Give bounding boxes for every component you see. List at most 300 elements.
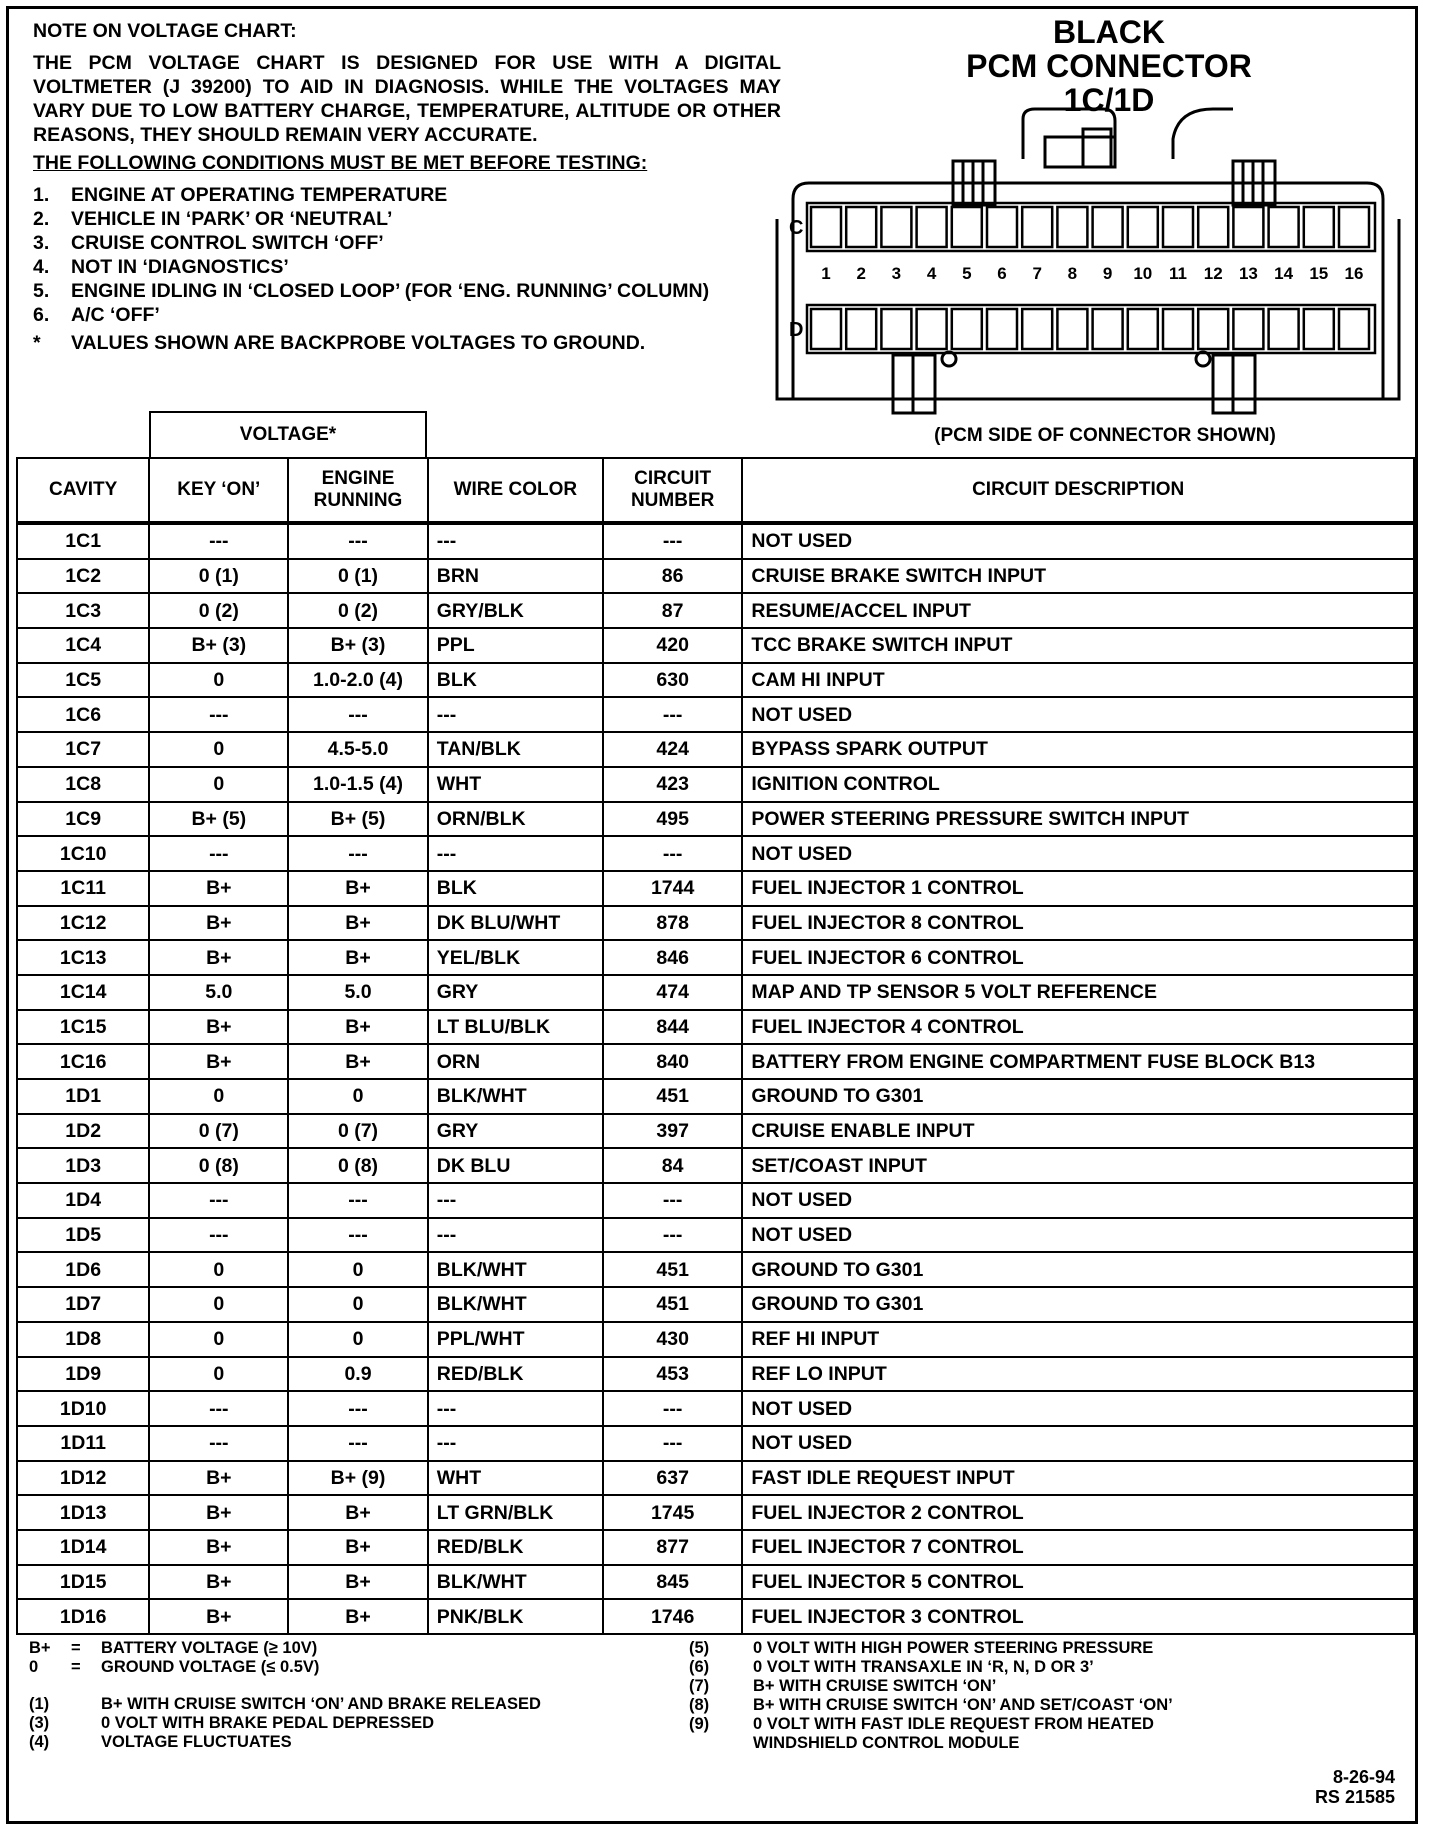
engine-running-cell: 4.5-5.0 [288,732,427,767]
key-on-cell: B+ [149,1565,288,1600]
cavity-cell: 1D4 [17,1183,149,1218]
legend-left-notes [29,1695,669,1752]
conditions-heading: THE FOLLOWING CONDITIONS MUST BE MET BEFORE TESTING: [33,152,648,174]
header-circuit-description: CIRCUIT DESCRIPTION [742,458,1414,523]
footnote [29,1733,669,1752]
cavity-cell: 1C16 [17,1044,149,1079]
legend-meaning: GROUND VOLTAGE (≤ 0.5V) [101,1658,320,1676]
pin-number-label: 14 [1274,264,1294,283]
wire-color-cell: GRY/BLK [428,593,603,628]
wire-color-cell: BLK [428,663,603,698]
circuit-description-cell: REF LO INPUT [742,1357,1414,1392]
circuit-description-cell: SET/COAST INPUT [742,1148,1414,1183]
engine-running-cell: 0 (7) [288,1114,427,1149]
backprobe-note [33,331,781,355]
header-engine-running-line2: RUNNING [313,490,403,511]
engine-running-cell: B+ [288,1495,427,1530]
pin-number-label: 3 [891,264,902,283]
condition-text: ENGINE IDLING IN ‘CLOSED LOOP’ (FOR ‘ENG. RUNNING’ COLUMN) [71,280,710,302]
pin-c13 [1233,207,1263,247]
wire-color-cell: BLK [428,871,603,906]
pin-c12 [1198,207,1228,247]
circuit-number-cell: 630 [603,663,742,698]
circuit-description-cell: NOT USED [742,1183,1414,1218]
legend-equals: = [71,1639,81,1657]
row-d-label: D [789,319,804,341]
circuit-description-cell: NOT USED [742,1426,1414,1461]
engine-running-cell: B+ (3) [288,628,427,663]
circuit-description-cell: GROUND TO G301 [742,1079,1414,1114]
key-on-cell: B+ [149,1599,288,1634]
condition-item [33,303,781,327]
table-row [17,1461,1414,1496]
circuit-number-cell: --- [603,1183,742,1218]
table-row [17,802,1414,837]
pin-d1 [811,309,841,349]
key-on-cell: B+ (5) [149,802,288,837]
header-cavity: CAVITY [17,458,149,523]
engine-running-cell: --- [288,1183,427,1218]
table-row [17,1426,1414,1461]
key-on-cell: 0 [149,1357,288,1392]
connector-title-line1: BLACK [1053,14,1165,50]
pin-number-label: 16 [1344,264,1364,283]
circuit-description-cell: IGNITION CONTROL [742,767,1414,802]
pin-number-label: 13 [1238,264,1258,283]
wire-color-cell: BLK/WHT [428,1252,603,1287]
pin-number-label: 4 [926,264,937,283]
engine-running-cell: 0 [288,1079,427,1114]
key-on-cell: --- [149,1183,288,1218]
cavity-cell: 1C1 [17,523,149,559]
table-row [17,593,1414,628]
cavity-cell: 1D10 [17,1391,149,1426]
document-sheet [6,6,1418,1824]
cavity-cell: 1C12 [17,906,149,941]
cavity-cell: 1D14 [17,1530,149,1565]
circuit-description-cell: CRUISE ENABLE INPUT [742,1114,1414,1149]
pin-number-label: 10 [1133,264,1153,283]
wire-color-cell: GRY [428,975,603,1010]
table-row [17,1183,1414,1218]
cavity-cell: 1C5 [17,663,149,698]
footnote [29,1695,669,1714]
key-on-cell: B+ [149,1495,288,1530]
footnote-key: (1) [29,1695,50,1713]
table-row [17,1079,1414,1114]
cavity-cell: 1D8 [17,1322,149,1357]
condition-text: VEHICLE IN ‘PARK’ OR ‘NEUTRAL’ [71,208,393,230]
header-key-on: KEY ‘ON’ [149,458,288,523]
pin-number-label: 1 [821,264,831,283]
circuit-description-cell: GROUND TO G301 [742,1287,1414,1322]
engine-running-cell: B+ [288,1599,427,1634]
cavity-cell: 1C6 [17,697,149,732]
wire-color-cell: --- [428,1183,603,1218]
circuit-description-cell: FUEL INJECTOR 3 CONTROL [742,1599,1414,1634]
engine-running-cell: --- [288,836,427,871]
footnote [29,1714,669,1733]
engine-running-cell: B+ [288,1044,427,1079]
circuit-number-cell: 846 [603,940,742,975]
footnote [689,1715,1249,1753]
table-row [17,1010,1414,1045]
wire-color-cell: BLK/WHT [428,1565,603,1600]
circuit-number-cell: 424 [603,732,742,767]
footnote-text: 0 VOLT WITH BRAKE PEDAL DEPRESSED [101,1714,435,1732]
wire-color-cell: BRN [428,559,603,594]
table-row [17,1565,1414,1600]
engine-running-cell: --- [288,523,427,559]
circuit-number-cell: --- [603,697,742,732]
table-row [17,628,1414,663]
legend-meaning: BATTERY VOLTAGE (≥ 10V) [101,1639,318,1657]
key-on-cell: --- [149,1391,288,1426]
key-on-cell: 0 [149,1287,288,1322]
pin-d9 [1093,309,1123,349]
engine-running-cell: 0.9 [288,1357,427,1392]
footnote-key: (7) [689,1677,710,1695]
footnote-text: 0 VOLT WITH FAST IDLE REQUEST FROM HEATED WINDSHIELD CONTROL MODULE [753,1715,1154,1752]
condition-text: CRUISE CONTROL SWITCH ‘OFF’ [71,232,384,254]
circuit-number-cell: 420 [603,628,742,663]
circuit-number-cell: 637 [603,1461,742,1496]
engine-running-cell: 1.0-2.0 (4) [288,663,427,698]
key-on-cell: 0 [149,1252,288,1287]
circuit-description-cell: BYPASS SPARK OUTPUT [742,732,1414,767]
key-on-cell: B+ [149,906,288,941]
table-row [17,871,1414,906]
pin-number-label: 6 [997,264,1007,283]
circuit-description-cell: NOT USED [742,1218,1414,1253]
circuit-description-cell: CAM HI INPUT [742,663,1414,698]
key-on-cell: 0 [149,732,288,767]
cavity-cell: 1C4 [17,628,149,663]
backprobe-note-text: VALUES SHOWN ARE BACKPROBE VOLTAGES TO GROUND. [71,332,646,354]
connector-diagram [773,99,1403,419]
pin-d12 [1198,309,1228,349]
circuit-description-cell: GROUND TO G301 [742,1252,1414,1287]
pin-d13 [1233,309,1263,349]
engine-running-cell: 1.0-1.5 (4) [288,767,427,802]
cavity-cell: 1C2 [17,559,149,594]
condition-item [33,231,781,255]
condition-number: 6. [33,304,50,326]
footnote-key: (8) [689,1696,710,1714]
note-title: NOTE ON VOLTAGE CHART: [33,20,297,42]
cavity-cell: 1D13 [17,1495,149,1530]
wire-color-cell: GRY [428,1114,603,1149]
footnote [689,1677,1249,1696]
pin-d6 [987,309,1017,349]
table-row [17,1252,1414,1287]
circuit-description-cell: FUEL INJECTOR 5 CONTROL [742,1565,1414,1600]
footnote-text: B+ WITH CRUISE SWITCH ‘ON’ AND BRAKE RELEASED [101,1695,541,1713]
pin-c16 [1339,207,1369,247]
key-on-cell: B+ [149,1530,288,1565]
wire-color-cell: --- [428,523,603,559]
cavity-cell: 1D6 [17,1252,149,1287]
table-row [17,1322,1414,1357]
table-row [17,663,1414,698]
cavity-cell: 1D15 [17,1565,149,1600]
circuit-description-cell: RESUME/ACCEL INPUT [742,593,1414,628]
key-on-cell: --- [149,1426,288,1461]
footnote-key: (3) [29,1714,50,1732]
pin-d15 [1304,309,1334,349]
key-on-cell: B+ [149,1461,288,1496]
cavity-cell: 1C3 [17,593,149,628]
cavity-cell: 1D16 [17,1599,149,1634]
cavity-cell: 1D1 [17,1079,149,1114]
pin-number-label: 15 [1309,264,1329,283]
wire-color-cell: ORN/BLK [428,802,603,837]
pcm-side-label: (PCM SIDE OF CONNECTOR SHOWN) [934,425,1276,446]
footnote-key: (9) [689,1715,710,1733]
table-row [17,1391,1414,1426]
wire-color-cell: YEL/BLK [428,940,603,975]
key-on-cell: --- [149,523,288,559]
circuit-number-cell: 844 [603,1010,742,1045]
circuit-description-cell: MAP AND TP SENSOR 5 VOLT REFERENCE [742,975,1414,1010]
circuit-description-cell: REF HI INPUT [742,1322,1414,1357]
condition-item [33,183,781,207]
pin-d10 [1128,309,1158,349]
condition-number: 1. [33,184,50,206]
footnote [689,1696,1249,1715]
engine-running-cell: 0 (1) [288,559,427,594]
wire-color-cell: RED/BLK [428,1357,603,1392]
wire-color-cell: BLK/WHT [428,1079,603,1114]
conditions-list [33,183,781,327]
wire-color-cell: PNK/BLK [428,1599,603,1634]
connector-title-line2: PCM CONNECTOR [966,48,1252,84]
pin-d4 [917,309,947,349]
engine-running-cell: B+ [288,1565,427,1600]
cavity-cell: 1C14 [17,975,149,1010]
cavity-cell: 1D9 [17,1357,149,1392]
table-row [17,1495,1414,1530]
circuit-description-cell: NOT USED [742,836,1414,871]
circuit-number-cell: 451 [603,1079,742,1114]
key-on-cell: 0 [149,1079,288,1114]
engine-running-cell: B+ (5) [288,802,427,837]
footnote-text: B+ WITH CRUISE SWITCH ‘ON’ [753,1677,997,1695]
legend-symbol: B+ [29,1639,51,1657]
circuit-description-cell: NOT USED [742,523,1414,559]
wire-color-cell: LT BLU/BLK [428,1010,603,1045]
key-on-cell: 0 (1) [149,559,288,594]
circuit-description-cell: FUEL INJECTOR 7 CONTROL [742,1530,1414,1565]
wire-color-cell: TAN/BLK [428,732,603,767]
voltage-group-header: VOLTAGE* [149,411,427,457]
cavity-cell: 1D11 [17,1426,149,1461]
pin-d2 [846,309,876,349]
circuit-number-cell: 845 [603,1565,742,1600]
pin-number-label: 5 [962,264,972,283]
engine-running-cell: --- [288,1218,427,1253]
circuit-number-cell: 495 [603,802,742,837]
engine-running-cell: B+ [288,1530,427,1565]
circuit-description-cell: FUEL INJECTOR 2 CONTROL [742,1495,1414,1530]
condition-text: NOT IN ‘DIAGNOSTICS’ [71,256,289,278]
table-row [17,1114,1414,1149]
table-row [17,697,1414,732]
pcm-voltage-table [16,457,1415,1635]
table-row [17,559,1414,594]
engine-running-cell: 0 [288,1252,427,1287]
header-engine-running [288,458,427,523]
circuit-description-cell: NOT USED [742,697,1414,732]
engine-running-cell: 0 (2) [288,593,427,628]
wire-color-cell: PPL/WHT [428,1322,603,1357]
note-paragraph: THE PCM VOLTAGE CHART IS DESIGNED FOR USE WITH A DIGITAL VOLTMETER (J 39200) TO AID IN DIAGNOSIS. WHILE THE VOLTAGES MAY VARY DUE TO LOW BATTERY CHARGE, TEMPERATURE, ALTITUDE OR OTHER REASONS, THEY SHOULD REMAIN VERY ACCURATE. [33,52,781,146]
pin-c2 [846,207,876,247]
circuit-number-cell: 877 [603,1530,742,1565]
key-on-cell: 0 [149,767,288,802]
engine-running-cell: --- [288,697,427,732]
table-row [17,1530,1414,1565]
circuit-number-cell: 87 [603,593,742,628]
table-row [17,1599,1414,1634]
header-circuit-number-line2: NUMBER [630,490,715,511]
circuit-number-cell: 1744 [603,871,742,906]
circuit-number-cell: 453 [603,1357,742,1392]
pin-c14 [1269,207,1299,247]
pin-number-label: 2 [856,264,866,283]
circuit-description-cell: NOT USED [742,1391,1414,1426]
pin-number-label: 7 [1032,264,1042,283]
condition-number: 4. [33,256,50,278]
voltage-chart-note [33,19,781,355]
pin-c3 [881,207,911,247]
condition-item [33,279,781,303]
footnote-text: 0 VOLT WITH HIGH POWER STEERING PRESSURE [753,1639,1154,1657]
circuit-number-cell: 840 [603,1044,742,1079]
table-row [17,940,1414,975]
condition-number: 5. [33,280,50,302]
engine-running-cell: B+ [288,1010,427,1045]
legend-equals: = [71,1658,81,1676]
header-engine-running-line1: ENGINE [321,468,395,489]
footnote [689,1639,1249,1658]
key-on-cell: B+ [149,1010,288,1045]
pin-c15 [1304,207,1334,247]
wire-color-cell: WHT [428,767,603,802]
key-on-cell: B+ [149,871,288,906]
engine-running-cell: --- [288,1391,427,1426]
row-c-label: C [789,217,804,239]
wire-color-cell: --- [428,1218,603,1253]
pin-d8 [1057,309,1087,349]
wire-color-cell: WHT [428,1461,603,1496]
table-row [17,1287,1414,1322]
key-on-cell: B+ (3) [149,628,288,663]
connector-title-line3: 1C/1D [1063,82,1155,118]
cavity-cell: 1D12 [17,1461,149,1496]
key-on-cell: 0 (8) [149,1148,288,1183]
legend-right [689,1639,1249,1753]
circuit-description-cell: FUEL INJECTOR 6 CONTROL [742,940,1414,975]
pin-c6 [987,207,1017,247]
asterisk-mark: * [33,332,41,354]
circuit-number-cell: 451 [603,1252,742,1287]
pin-d14 [1269,309,1299,349]
circuit-number-cell: 84 [603,1148,742,1183]
table-row [17,975,1414,1010]
cavity-cell: 1D7 [17,1287,149,1322]
table-row [17,1044,1414,1079]
circuit-number-cell: 397 [603,1114,742,1149]
pin-d16 [1339,309,1369,349]
table-row [17,523,1414,559]
pin-d11 [1163,309,1193,349]
key-on-cell: 5.0 [149,975,288,1010]
legend-definitions [29,1639,669,1677]
circuit-description-cell: BATTERY FROM ENGINE COMPARTMENT FUSE BLOCK B13 [742,1044,1414,1079]
pin-c1 [811,207,841,247]
circuit-number-cell: --- [603,1391,742,1426]
engine-running-cell: B+ [288,871,427,906]
footnote [689,1658,1249,1677]
cavity-cell: 1D5 [17,1218,149,1253]
condition-number: 3. [33,232,50,254]
circuit-description-cell: TCC BRAKE SWITCH INPUT [742,628,1414,663]
circuit-description-cell: FUEL INJECTOR 4 CONTROL [742,1010,1414,1045]
pin-c7 [1022,207,1052,247]
table-row [17,906,1414,941]
legend-definition [29,1658,669,1677]
pin-c8 [1057,207,1087,247]
cavity-cell: 1C9 [17,802,149,837]
pin-d5 [952,309,982,349]
document-reference [1315,1767,1395,1807]
key-on-cell: --- [149,697,288,732]
table-row [17,732,1414,767]
condition-text: A/C ‘OFF’ [71,304,160,326]
pin-number-label: 11 [1169,264,1187,283]
circuit-description-cell: FUEL INJECTOR 1 CONTROL [742,871,1414,906]
condition-number: 2. [33,208,50,230]
circuit-number-cell: 878 [603,906,742,941]
key-on-cell: 0 (2) [149,593,288,628]
circuit-number-cell: --- [603,836,742,871]
pin-number-row [821,264,1363,283]
header-circuit-number [603,458,742,523]
circuit-number-cell: 451 [603,1287,742,1322]
key-on-cell: 0 (7) [149,1114,288,1149]
circuit-number-cell: 430 [603,1322,742,1357]
wire-color-cell: RED/BLK [428,1530,603,1565]
legend-symbol: 0 [29,1658,39,1676]
key-on-cell: B+ [149,940,288,975]
wire-color-cell: PPL [428,628,603,663]
key-on-cell: --- [149,836,288,871]
cavity-cell: 1C10 [17,836,149,871]
pin-number-label: 8 [1067,264,1078,283]
engine-running-cell: B+ [288,906,427,941]
wire-color-cell: LT GRN/BLK [428,1495,603,1530]
key-on-cell: 0 [149,1322,288,1357]
engine-running-cell: B+ [288,940,427,975]
table-row [17,1218,1414,1253]
document-date: 8-26-94 [1332,1767,1395,1787]
wire-color-cell: DK BLU/WHT [428,906,603,941]
pin-number-label: 9 [1102,264,1113,283]
pin-c5 [952,207,982,247]
pin-number-label: 12 [1203,264,1223,283]
pin-row-d [811,309,1369,349]
